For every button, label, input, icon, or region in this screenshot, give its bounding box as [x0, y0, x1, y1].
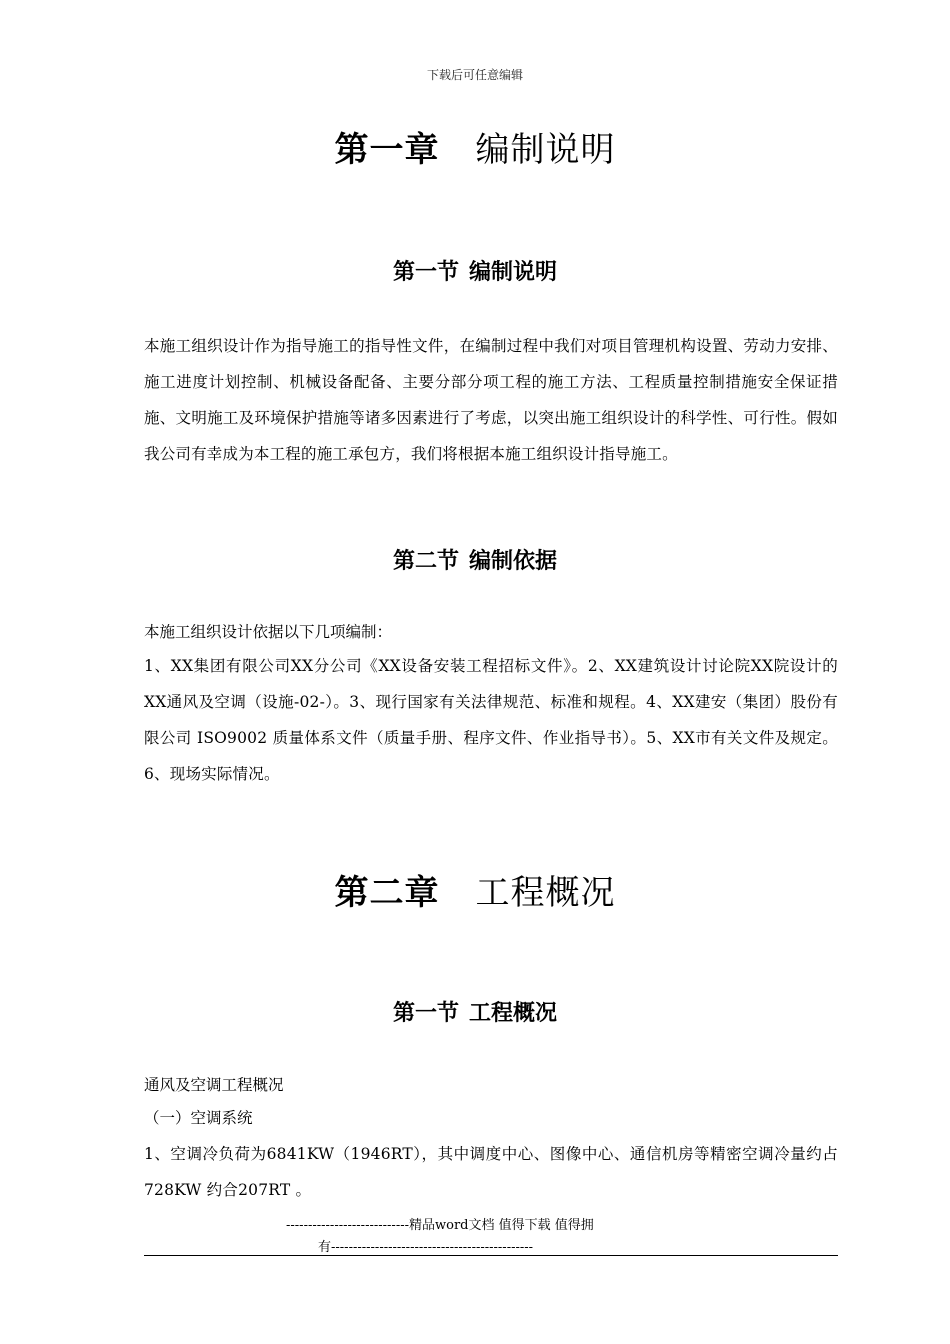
header-note: 下载后可任意编辑	[426, 68, 523, 82]
ch1-section-1-body: 本施工组织设计作为指导施工的指导性文件，在编制过程中我们对项目管理机构设置、劳动力安排、施工进度计划控制、机械设备配备、主要分部分项工程的施工方法、工程质量控制措施安全保证措施、文明施工及环境保护措施等诸多因素进行了考虑，以突出施工组织设计的科学性、可行性。假如我公司有幸成为本工程的施工承包方，我们将根据本施工组织设计指导施工。	[144, 337, 838, 463]
chapter-2-number: 第二章	[334, 873, 440, 913]
ch1-section-2-number: 第二节	[392, 549, 459, 574]
ch1-section-1-heading	[0, 255, 950, 286]
ch2-section-1-number: 第一节	[392, 1001, 459, 1026]
footer-divider	[144, 1255, 838, 1256]
chapter-1-number: 第一章	[334, 130, 440, 170]
chapter-2-title: 工程概况	[475, 873, 616, 913]
footer-line-2: 有----------------------------------------------	[318, 1240, 534, 1255]
ch2-section-1-title: 工程概况	[469, 1001, 558, 1026]
ch1-section-2-intro: 本施工组织设计依据以下几项编制：	[144, 623, 393, 641]
ch1-section-1-number: 第一节	[392, 260, 459, 285]
ch2-section-1-heading	[0, 996, 950, 1027]
ch2-section-1-body: 1、空调冷负荷为6841KW（1946RT），其中调度中心、图像中心、通信机房等精密空调冷量约占728KW 约合207RT 。	[144, 1145, 838, 1199]
footer-line-1: ----------------------------精品word文档 值得下载 值得拥	[286, 1218, 594, 1233]
ch1-section-1-title: 编制说明	[469, 260, 558, 285]
chapter-2-heading	[0, 865, 950, 914]
ch2-section-1-line-1: 通风及空调工程概况	[144, 1076, 284, 1094]
ch2-section-1-line-2: （一）空调系统	[144, 1109, 253, 1127]
ch1-section-2-title: 编制依据	[469, 549, 558, 574]
ch1-section-2-body: 1、XX集团有限公司XX分公司《XX设备安装工程招标文件》。2、XX建筑设计讨论院XX院设计的XX通风及空调（设施-02-）。3、现行国家有关法律规范、标准和规程。4、XX建安（集团）股份有限公司 ISO9002 质量体系文件（质量手册、程序文件、作业指导书）。5、XX市有关文件及规定。6、现场实际情况。	[144, 657, 838, 783]
ch1-section-2-heading	[0, 544, 950, 575]
chapter-1-title: 编制说明	[475, 130, 616, 170]
chapter-1-heading	[0, 122, 950, 171]
